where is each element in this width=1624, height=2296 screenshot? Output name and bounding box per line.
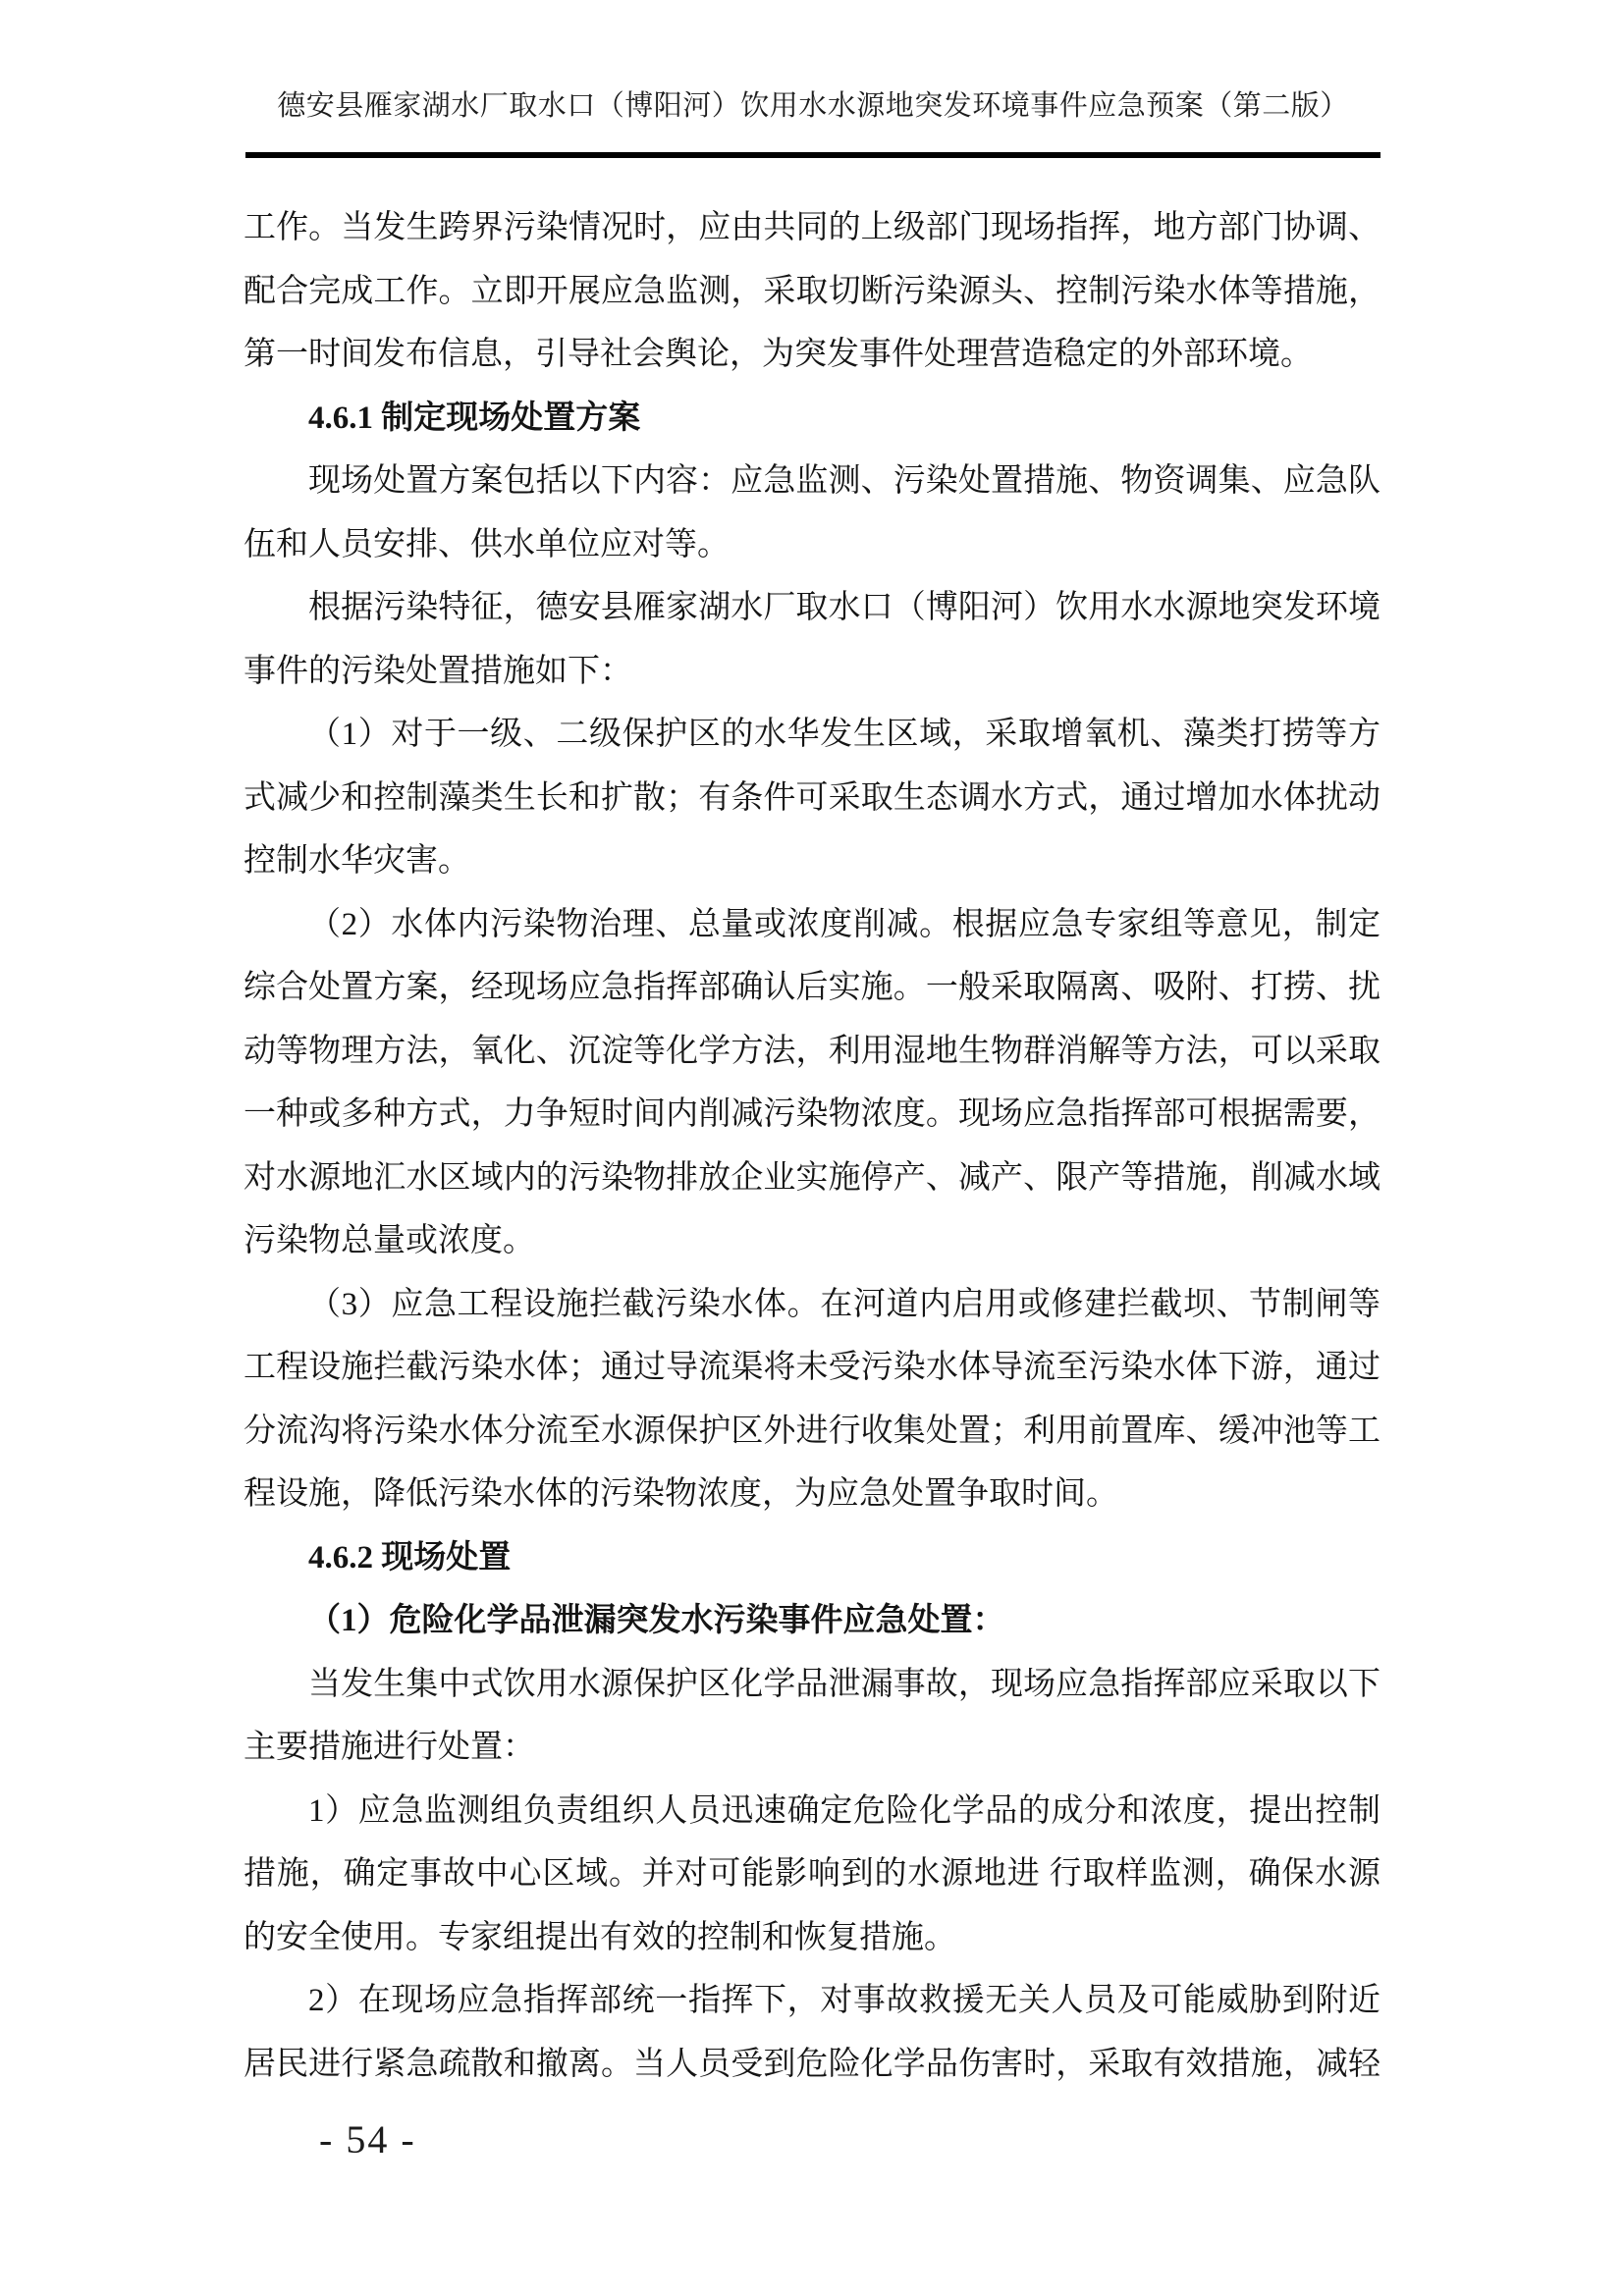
paragraph-line: 动等物理方法，氧化、沉淀等化学方法，利用湿地生物群消解等方法，可以采取 — [244, 1033, 1380, 1069]
header-rule — [245, 152, 1380, 158]
paragraph-line: 事件的污染处置措施如下： — [244, 653, 632, 689]
paragraph-line: 污染物总量或浓度。 — [244, 1223, 535, 1258]
page-number: - 54 - — [319, 2117, 416, 2162]
paragraph-line: 一种或多种方式，力争短时间内削减污染物浓度。现场应急指挥部可根据需要， — [244, 1096, 1380, 1132]
paragraph-line: 措施，确定事故中心区域。并对可能影响到的水源地进 行取样监测，确保水源 — [244, 1856, 1380, 1892]
page-header-title: 德安县雁家湖水厂取水口（博阳河）饮用水水源地突发环境事件应急预案（第二版） — [277, 90, 1349, 122]
paragraph-line: 根据污染特征，德安县雁家湖水厂取水口（博阳河）饮用水水源地突发环境 — [308, 590, 1380, 625]
paragraph-line: （3）应急工程设施拦截污染水体。在河道内启用或修建拦截坝、节制闸等 — [308, 1286, 1380, 1322]
paragraph-line: 程设施，降低污染水体的污染物浓度，为应急处置争取时间。 — [244, 1476, 1118, 1512]
paragraph-line: 工程设施拦截污染水体；通过导流渠将未受污染水体导流至污染水体下游，通过 — [244, 1350, 1380, 1385]
section-heading: 4.6.1 制定现场处置方案 — [308, 400, 641, 436]
paragraph-line: 第一时间发布信息，引导社会舆论，为突发事件处理营造稳定的外部环境。 — [244, 337, 1313, 372]
paragraph-line: 2）在现场应急指挥部统一指挥下，对事故救援无关人员及可能威胁到附近 — [308, 1983, 1380, 2018]
paragraph-line: 配合完成工作。立即开展应急监测，采取切断污染源头、控制污染水体等措施， — [244, 273, 1380, 309]
paragraph-line: 的安全使用。专家组提出有效的控制和恢复措施。 — [244, 1919, 956, 1955]
paragraph-line: 1）应急监测组负责组织人员迅速确定危险化学品的成分和浓度，提出控制 — [308, 1792, 1380, 1829]
paragraph-line: 主要措施进行处置： — [244, 1730, 535, 1765]
paragraph-line: 伍和人员安排、供水单位应对等。 — [244, 526, 730, 562]
page-footer — [319, 2116, 416, 2163]
paragraph-line: 控制水华灾害。 — [244, 843, 470, 879]
paragraph-line: 工作。当发生跨界污染情况时，应由共同的上级部门现场指挥，地方部门协调、 — [244, 210, 1380, 245]
document-body — [244, 196, 1380, 2096]
section-heading: 4.6.2 现场处置 — [308, 1539, 512, 1575]
paragraph-line: 综合处置方案，经现场应急指挥部确认后实施。一般采取隔离、吸附、打捞、扰 — [244, 970, 1380, 1005]
paragraph-line: 对水源地汇水区域内的污染物排放企业实施停产、减产、限产等措施，削减水域 — [244, 1159, 1380, 1196]
paragraph-line: 分流沟将污染水体分流至水源保护区外进行收集处置；利用前置库、缓冲池等工 — [244, 1413, 1380, 1449]
paragraph-line: 当发生集中式饮用水源保护区化学品泄漏事故，现场应急指挥部应采取以下 — [308, 1666, 1380, 1702]
paragraph-line: 式减少和控制藻类生长和扩散；有条件可采取生态调水方式，通过增加水体扰动 — [244, 779, 1380, 816]
paragraph-line: （2）水体内污染物治理、总量或浓度削减。根据应急专家组等意见，制定 — [308, 906, 1380, 942]
paragraph-line: （1）对于一级、二级保护区的水华发生区域，采取增氧机、藻类打捞等方 — [308, 717, 1380, 752]
paragraph-line: 居民进行紧急疏散和撤离。当人员受到危险化学品伤害时，采取有效措施，减轻 — [244, 2046, 1380, 2082]
paragraph-line: 现场处置方案包括以下内容：应急监测、污染处置措施、物资调集、应急队 — [308, 463, 1380, 499]
section-heading: （1）危险化学品泄漏突发水污染事件应急处置： — [308, 1603, 1005, 1638]
